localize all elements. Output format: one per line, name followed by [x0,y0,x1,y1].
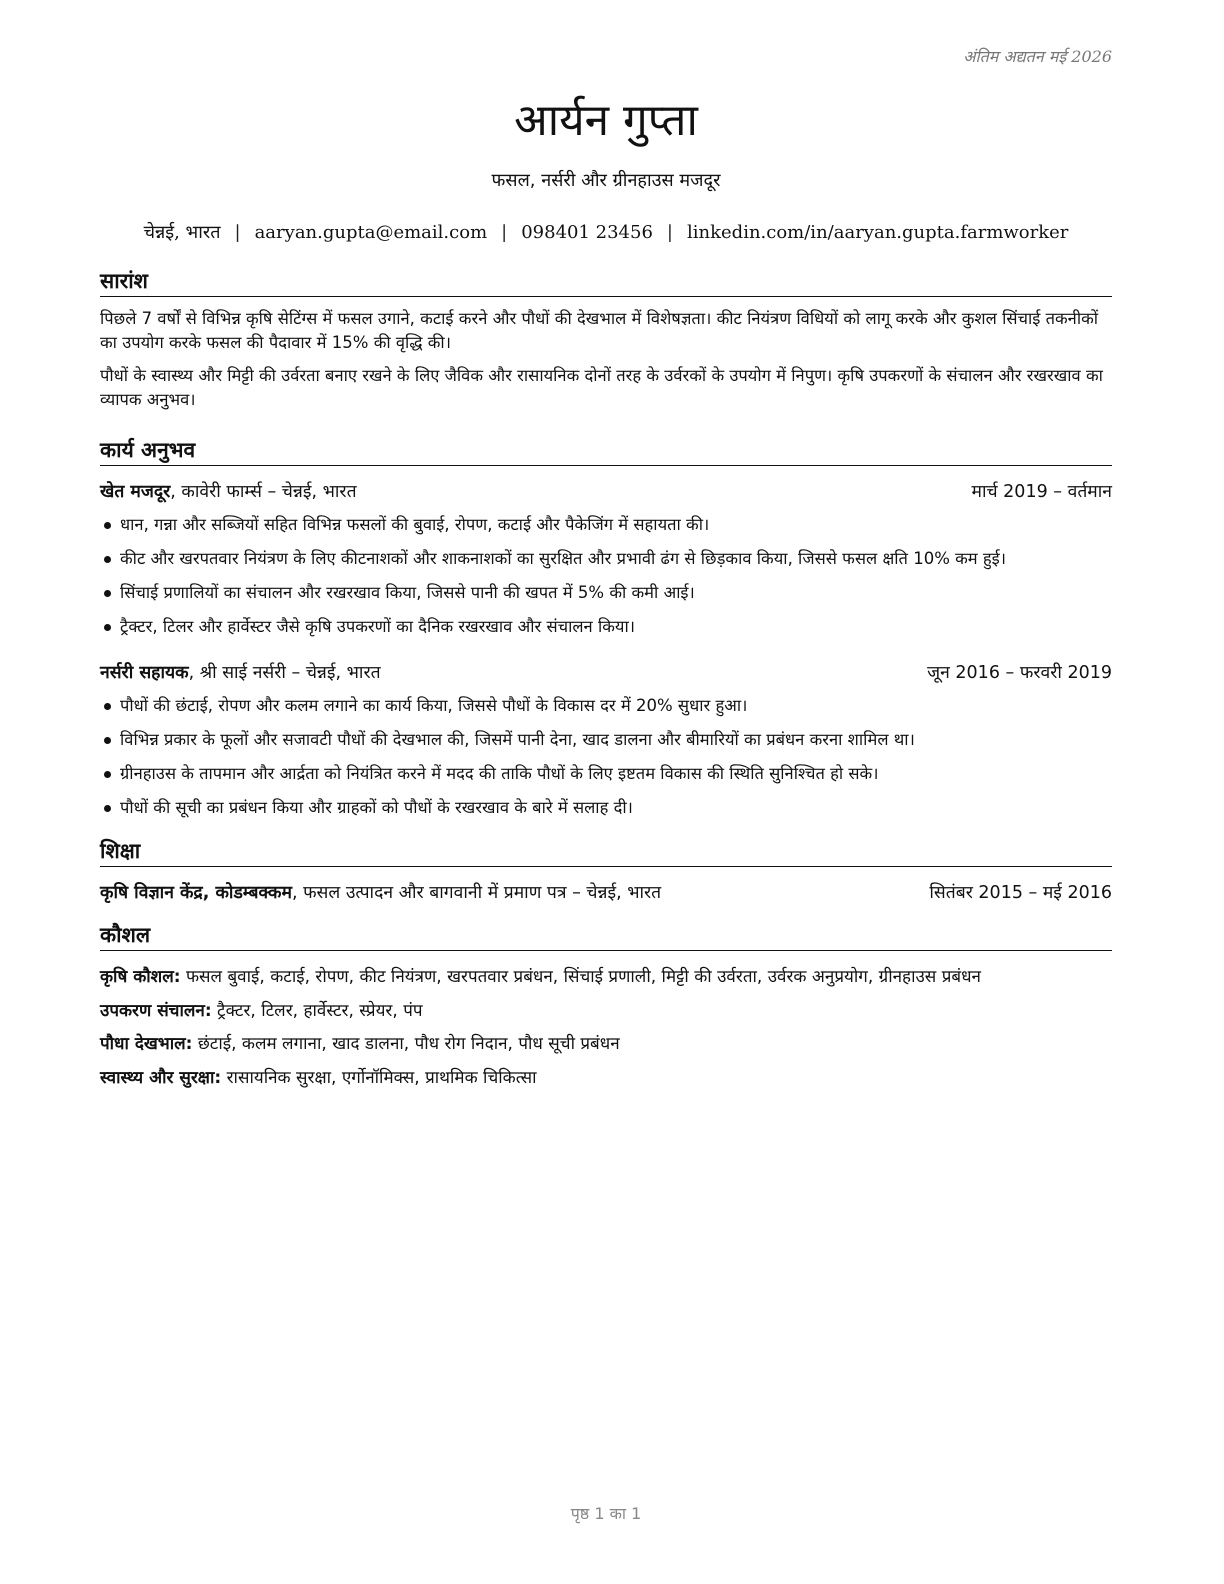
job-dates: जून 2016 – फरवरी 2019 [927,663,1112,683]
job-title: फसल, नर्सरी और ग्रीनहाउस मजदूर [491,170,721,191]
skill-row [100,995,1112,1029]
resume-page [100,0,1112,1584]
job-bullets [100,508,1112,644]
experience-section [100,437,1112,825]
job-entry [100,661,1112,825]
list-item: ट्रैक्टर, टिलर और हार्वेस्टर जैसे कृषि उपकरणों का दैनिक रखरखाव और संचालन किया। [100,610,1112,644]
candidate-name: आर्यन गुप्ता [514,95,698,146]
page-number: पृष्ठ 1 का 1 [570,1504,642,1523]
list-item: पौधों की सूची का प्रबंधन किया और ग्राहकों को पौधों के रखरखाव के बारे में सलाह दी। [100,791,1112,825]
list-item: ग्रीनहाउस के तापमान और आर्द्रता को नियंत्रित करने में मदद की ताकि पौधों के लिए इष्टतम विकास की स्थिति सुनिश्चित हो सके। [100,757,1112,791]
last-updated: अंतिम अद्यतन मई 2026 [963,47,1112,66]
job-org: , कावेरी फार्म्स – चेन्नई, भारत [170,482,357,502]
education-entry [100,881,1112,905]
education-detail: , फसल उत्पादन और बागवानी में प्रमाण पत्र – चेन्नई, भारत [291,883,662,903]
summary-paragraph: पिछले 7 वर्षों से विभिन्न कृषि सेटिंग्स में फसल उगाने, कटाई करने और पौधों की देखभाल में विशेषज्ञता। कीट नियंत्रण विधियों को लागू करके और कुशल सिंचाई तकनीकों का उपयोग करके फसल की पैदावार में 15% की वृद्धि की। [100,309,1099,352]
job-org: , श्री साई नर्सरी – चेन्नई, भारत [188,663,381,683]
job-role: खेत मजदूर [100,482,171,502]
skills-list [100,961,1112,1095]
list-item: कीट और खरपतवार नियंत्रण के लिए कीटनाशकों और शाकनाशकों का सुरक्षित और प्रभावी ढंग से छिड़काव किया, जिससे फसल क्षति 10% कम हुई। [100,542,1112,576]
education-dates: सितंबर 2015 – मई 2016 [929,883,1112,903]
contact-location: चेन्नई, भारत [143,222,221,243]
skill-row [100,961,1112,995]
education-section [100,838,1112,905]
skill-value: फसल बुवाई, कटाई, रोपण, कीट नियंत्रण, खरपतवार प्रबंधन, सिंचाई प्रणाली, मिट्टी की उर्वरता, उर्वरक अनुप्रयोग, ग्रीनहाउस प्रबंधन [180,967,981,987]
list-item: विभिन्न प्रकार के फूलों और सजावटी पौधों की देखभाल की, जिसमें पानी देना, खाद डालना और बीमारियों का प्रबंधन करना शामिल था। [100,723,1112,757]
section-title-experience: कार्य अनुभव [100,437,1112,466]
job-role: नर्सरी सहायक [100,663,189,683]
summary-paragraph: पौधों के स्वास्थ्य और मिट्टी की उर्वरता बनाए रखने के लिए जैविक और रासायनिक दोनों तरह के उर्वरकों के उपयोग में निपुण। कृषि उपकरणों के संचालन और रखरखाव का व्यापक अनुभव। [100,366,1103,409]
summary-section [100,268,1112,412]
skill-row [100,1062,1112,1096]
list-item: पौधों की छंटाई, रोपण और कलम लगाने का कार्य किया, जिससे पौधों के विकास दर में 20% सुधार हुआ। [100,689,1112,723]
contact-separator: | [666,222,673,243]
contact-separator: | [234,222,241,243]
contact-phone[interactable]: 098401 23456 [521,222,653,243]
section-title-education: शिक्षा [100,838,1112,867]
list-item: सिंचाई प्रणालियों का संचालन और रखरखाव किया, जिससे पानी की खपत में 5% की कमी आई। [100,576,1112,610]
contact-line [100,220,1112,244]
skill-label: स्वास्थ्य और सुरक्षा: [100,1067,222,1088]
job-header [100,480,1112,504]
skill-row [100,1028,1112,1062]
skill-label: पौधा देखभाल: [100,1034,193,1054]
job-entry [100,480,1112,644]
section-title-skills: कौशल [100,922,1112,951]
list-item: धान, गन्ना और सब्जियों सहित विभिन्न फसलों की बुवाई, रोपण, कटाई और पैकेजिंग में सहायता की। [100,508,1112,542]
skill-value: ट्रैक्टर, टिलर, हार्वेस्टर, स्प्रेयर, पंप [211,1000,423,1021]
skill-label: उपकरण संचालन: [100,1000,212,1021]
job-dates: मार्च 2019 – वर्तमान [971,482,1112,502]
job-header [100,661,1112,685]
skills-section [100,922,1112,1095]
contact-linkedin[interactable]: linkedin.com/in/aaryan.gupta.farmworker [687,222,1069,243]
skill-label: कृषि कौशल: [100,967,181,987]
skill-value: छंटाई, कलम लगाना, खाद डालना, पौध रोग निदान, पौध सूची प्रबंधन [192,1034,620,1054]
job-bullets [100,689,1112,825]
contact-separator: | [501,222,508,243]
education-institution: कृषि विज्ञान केंद्र, कोडम्बक्कम [100,883,292,903]
skill-value: रासायनिक सुरक्षा, एर्गोनॉमिक्स, प्राथमिक चिकित्सा [221,1067,537,1088]
contact-email[interactable]: aaryan.gupta@email.com [254,222,488,243]
section-title-summary: सारांश [100,268,1112,297]
